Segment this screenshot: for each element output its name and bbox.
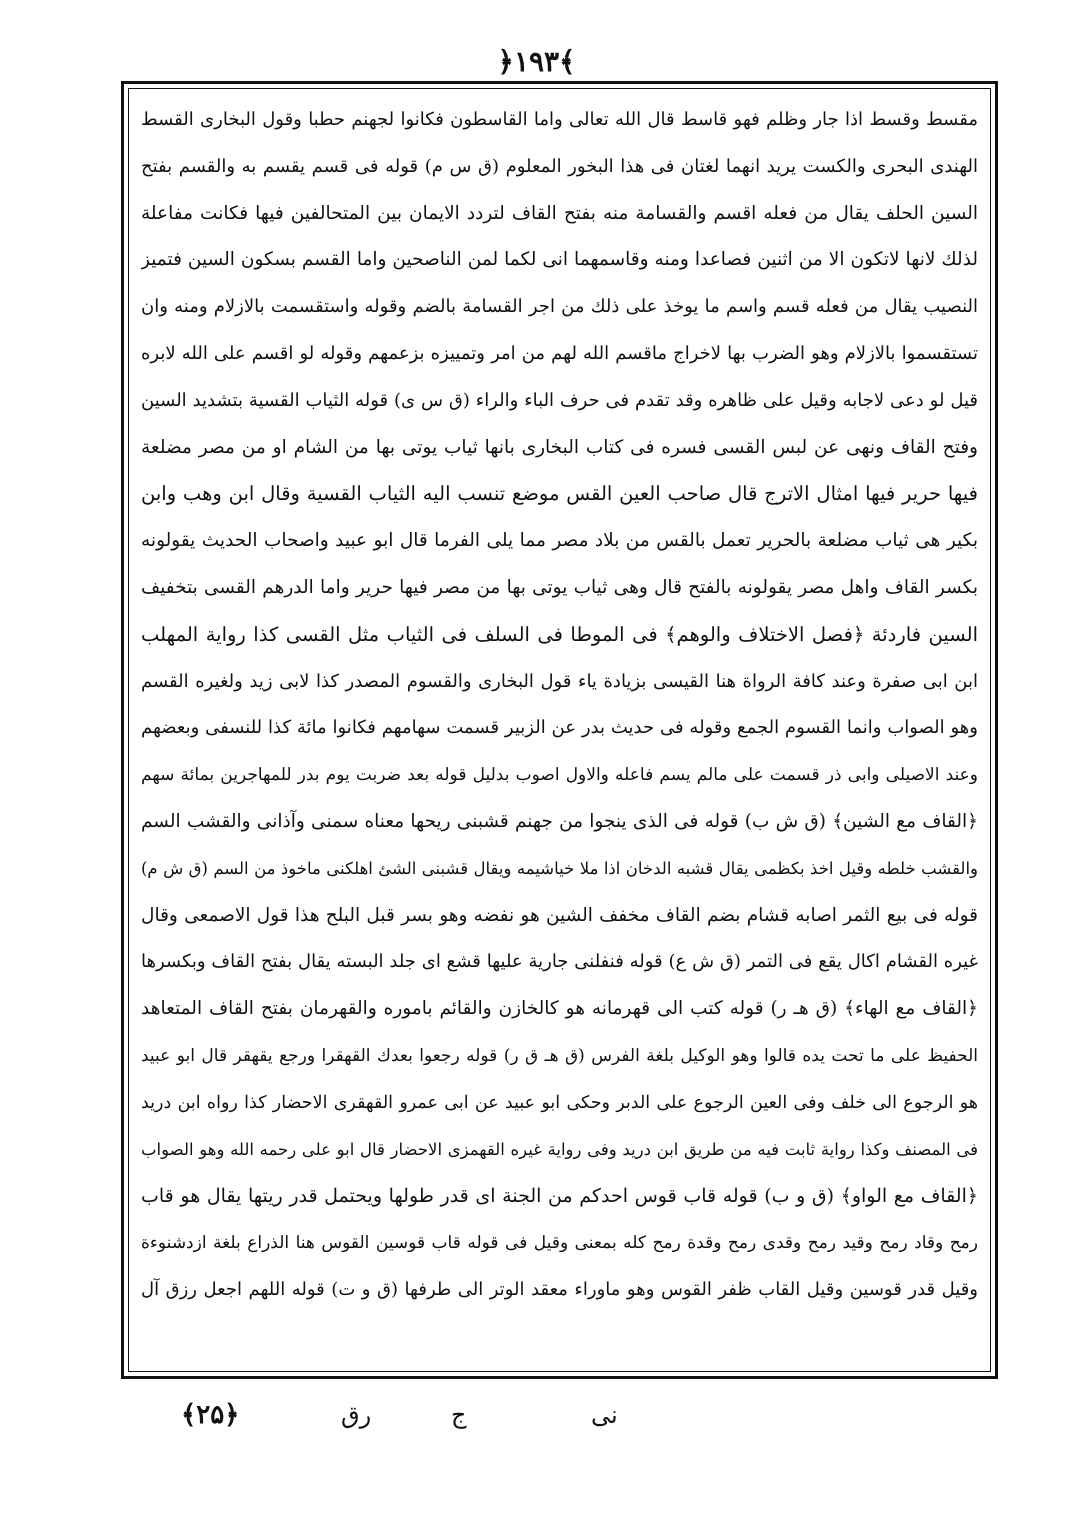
signature-mark: نی bbox=[591, 1401, 618, 1429]
signature-mark: ج bbox=[451, 1401, 467, 1429]
text-line: الحفيظ على ما تحت يده قالوا وهو الوكيل بلغة الفرس (ق هـ ق ر) قوله رجعوا بعدك القهقرا ورجع يقهقر قال ابو عبيد bbox=[141, 1045, 978, 1066]
text-line: لذلك لانها لاتكون الا من اثنين فصاعدا ومنه وقاسمهما انى لكما لمن الناصحين واما القسم بسكون السين فتميز bbox=[141, 249, 978, 271]
text-line: السين الحلف يقال من فعله اقسم والقسامة منه بفتح القاف لتردد الايمان بين المتحالفين فيها فكانت مفاعلة bbox=[141, 202, 978, 224]
page-number-top: ﴿۱۹۳﴾ bbox=[497, 45, 576, 78]
text-line: فيها حرير فيها امثال الاترج قال صاحب العين القس موضع تنسب اليه الثياب القسية وقال ابن وهب وابن bbox=[141, 482, 978, 506]
text-line: وقيل قدر قوسين وقيل القاب ظفر القوس وهو ماوراء معقد الوتر الى طرفها (ق و ت) قوله اللهم اجعل رزق آل bbox=[141, 1278, 978, 1300]
text-line: فى المصنف وكذا رواية ثابت فيه من طريق ابن دريد وفى رواية غيره القهمزى الاحضار قال ابو على رحمه الله وهو الصواب bbox=[141, 1139, 978, 1159]
text-line: والقشب خلطه وقيل اخذ بكظمى يقال قشبه الدخان اذا ملا خياشيمه ويقال قشبنى الشئ اهلكنى ماخوذ من السم (ق ش م) bbox=[141, 858, 978, 878]
text-line: هو الرجوع الى خلف وفى العين الرجوع على الدبر وحكى ابو عبيد عن ابى عمرو القهقرى الاحضار كذا رواه ابن دريد bbox=[141, 1092, 978, 1113]
text-line: ﴿القاف مع الهاء﴾ (ق هـ ر) قوله كتب الى قهرمانه هو كالخازن والقائم باموره والقهرمان بفتح القاف المتعاهد bbox=[141, 998, 978, 1020]
text-line: السين فاردئة ﴿فصل الاختلاف والوهم﴾ فى الموطا فى السلف فى الثياب مثل القسى كذا رواية المهلب bbox=[141, 622, 978, 646]
text-line: ﴿القاف مع الواو﴾ (ق و ب) قوله قاب قوس احدكم من الجنة اى قدر طولها ويحتمل قدر ريتها يقال هو قاب bbox=[141, 1185, 978, 1208]
text-line: وفتح القاف ونهى عن لبس القسى فسره فى كتاب البخارى بانها ثياب يوتى بها من الشام او من مصر مضلعة bbox=[141, 436, 978, 458]
text-line: رمح وقاد رمح وقيد رمح وقدى رمح وقدة رمح كله بمعنى وقيل فى قوله قاب قوسين القوس هنا الذراع بلغة ازدشنوءة bbox=[141, 1233, 978, 1254]
text-line: وهو الصواب وانما القسوم الجمع وقوله فى حديث بدر عن الزبير قسمت سهامهم فكانوا مائة كذا للنسفى وبعضهم bbox=[141, 717, 978, 739]
text-line: ﴿القاف مع الشين﴾ (ق ش ب) قوله فى الذى ينجوا من جهنم قشبنى ريحها معناه سمنى وآذانى والقشب السم bbox=[141, 810, 978, 832]
text-line: الهندى البحرى والكست يريد انهما لغتان فى هذا البخور المعلوم (ق س م) قوله فى قسم يقسم به والقسم بفتح bbox=[141, 155, 978, 177]
signature-mark: رق bbox=[341, 1401, 372, 1429]
text-line: غيره القشام اكال يقع فى التمر (ق ش ع) قوله فنفلنى جارية عليها قشع اى جلد البسته يقال بفتح القاف وبكسرها bbox=[141, 951, 978, 973]
text-line: مقسط وقسط اذا جار وظلم فهو قاسط قال الله تعالى واما القاسطون فكانوا لجهنم حطبا وقول البخارى القسط bbox=[141, 109, 978, 130]
text-line: النصيب يقال من فعله قسم واسم ما يوخذ على ذلك من اجر القسامة بالضم وقوله واستقسمت بالازلام ومنه وان bbox=[141, 296, 978, 318]
text-line: ابن ابى صفرة وعند كافة الرواة هنا القيسى بزيادة ياء قول البخارى والقسوم المصدر كذا لابى زيد ولغيره القسم bbox=[141, 670, 978, 692]
text-line: قوله فى بيع الثمر اصابه قشام بضم القاف مخفف الشين هو نفضه وهو بسر قبل البلح هذا قول الاصمعى وقال bbox=[141, 904, 978, 926]
text-line: بكسر القاف واهل مصر يقولونه بالفتح قال وهى ثياب يوتى بها من مصر فيها حرير واما الدرهم القسى بتخفيف bbox=[141, 576, 978, 598]
text-line: بكير هى ثياب مضلعة بالحرير تعمل بالقس من بلاد مصر مما يلى الفرما قال ابو عبيد واصحاب الحديث يقولونه bbox=[141, 530, 978, 552]
text-line: قيل لو دعى لاجابه وقيل على ظاهره وقد تقدم فى حرف الباء والراء (ق س ى) قوله الثياب القسية بتشديد السين bbox=[141, 389, 978, 411]
text-frame bbox=[128, 88, 991, 1372]
text-line: وعند الاصيلى وابى ذر قسمت على مالم يسم فاعله والاول اصوب بدليل قوله بعد ضربت يوم بدر للمهاجرين بمائة سهم bbox=[141, 765, 978, 786]
page-number-bottom: ﴿۲۵﴾ bbox=[181, 1400, 240, 1430]
page-footer bbox=[121, 1395, 998, 1445]
text-line: تستقسموا بالازلام وهو الضرب بها لاخراج ماقسم الله لهم من امر وتمييزه بزعمهم وقوله لو اقسم على الله لابره bbox=[141, 342, 978, 364]
